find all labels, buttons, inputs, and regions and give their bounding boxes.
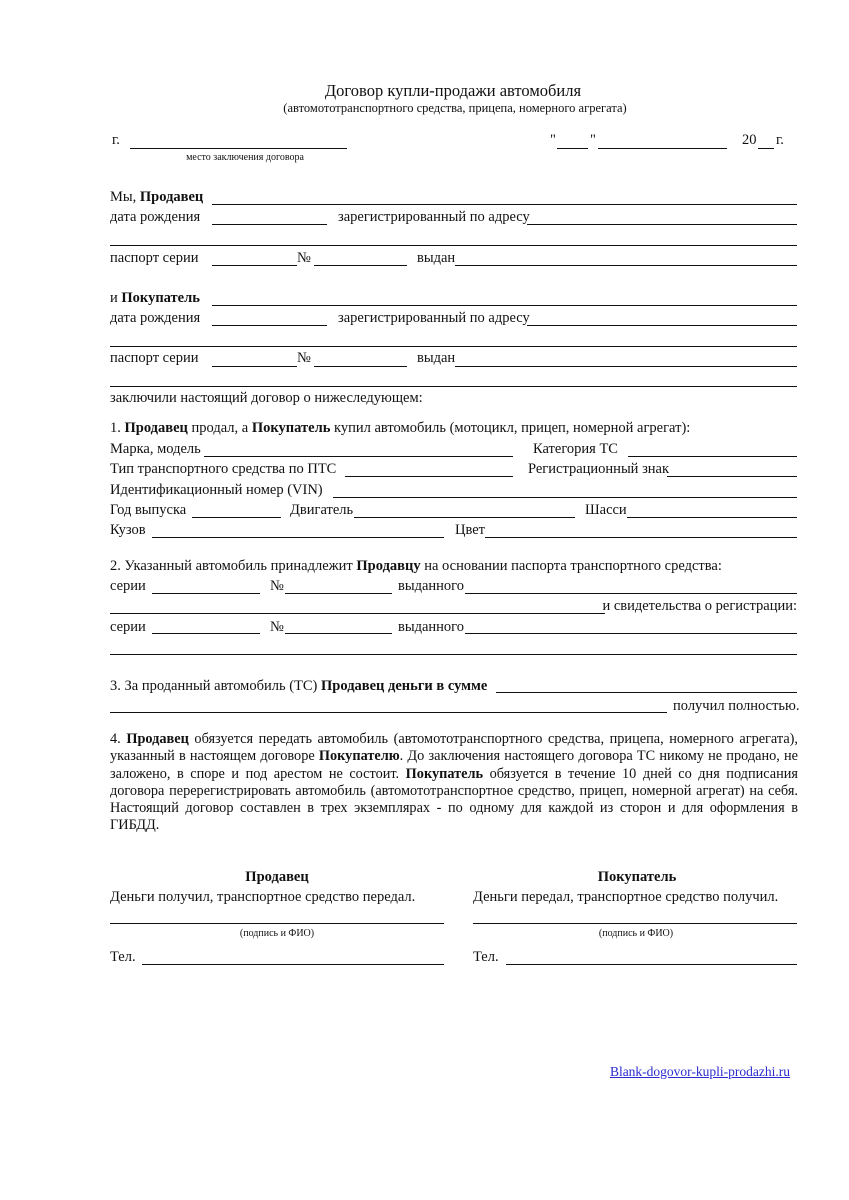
section1-heading (110, 420, 690, 436)
and-text: и (110, 290, 122, 306)
seller-issued-field[interactable] (455, 265, 797, 266)
vin-field[interactable] (333, 497, 797, 498)
make-model-label: Марка, модель (110, 441, 201, 457)
year-field[interactable] (758, 148, 774, 149)
city-label: г. (112, 132, 120, 148)
section2-heading (110, 558, 722, 574)
received-text: получил полностью. (673, 698, 800, 714)
s4-text-3: обязуется в течение 10 дней со дня подписания договора перерегистрировать автомобиль (автомототранспортное средство, прицеп, номерной агрегат) на себя. Настоящий договор составлен в трех экземплярах - по одному для каждой из сторон и для оформления в ГИБДД. (110, 765, 799, 834)
s3-bold: Продавец деньги в сумме (321, 678, 488, 694)
category-label: Категория ТС (533, 441, 618, 457)
pts-issued-label: выданного (398, 578, 465, 594)
concluded-text: заключили настоящий договор о нижеследующем: (110, 390, 423, 406)
buyer-address-label: зарегистрированный по адресу (338, 310, 530, 326)
make-model-field[interactable] (204, 456, 513, 457)
chassis-field[interactable] (627, 517, 797, 518)
pts-series-field[interactable] (152, 593, 260, 594)
seller-passport-series-field[interactable] (212, 265, 297, 266)
s4-seller: Продавец (126, 731, 189, 747)
year-prefix: 20 (742, 132, 757, 148)
buyer-signature-title: Покупатель (597, 869, 677, 885)
section3-heading (110, 678, 487, 694)
cert-series-label: серии (110, 619, 146, 635)
s1-number: 1. (110, 420, 125, 436)
seller-birth-field[interactable] (212, 224, 327, 225)
buyer-name-field[interactable] (212, 305, 797, 306)
reg-plate-label: Регистрационный знак (528, 461, 670, 477)
buyer-phone-label: Тел. (473, 949, 499, 965)
certificate-label: и свидетельства о регистрации: (602, 598, 797, 614)
seller-issued-label: выдан (417, 250, 456, 266)
seller-signature-text: Деньги получил, транспортное средство передал. (110, 889, 416, 905)
seller-address-field-2[interactable] (110, 245, 797, 246)
day-field[interactable] (557, 148, 588, 149)
year-made-field[interactable] (192, 517, 281, 518)
document-subtitle: (автомототранспортного средства, прицепа, номерного агрегата) (283, 101, 627, 115)
s3-pre: 3. За проданный автомобиль (ТС) (110, 678, 322, 694)
s2-post: на основании паспорта транспортного средства: (420, 558, 722, 574)
pts-issued-field[interactable] (465, 593, 797, 594)
cert-series-field[interactable] (152, 633, 260, 634)
cert-issued-field-2[interactable] (110, 654, 797, 655)
cert-number-sign: № (270, 619, 284, 635)
buyer-issued-label: выдан (417, 350, 456, 366)
buyer-passport-series-field[interactable] (212, 366, 297, 367)
s4-number: 4. (110, 731, 127, 747)
pts-issued-field-2[interactable] (110, 613, 605, 614)
seller-passport-number-field[interactable] (314, 265, 407, 266)
place-caption: место заключения договора (186, 152, 304, 163)
pts-series-label: серии (110, 578, 146, 594)
buyer-birth-label: дата рождения (110, 310, 201, 326)
document-title: Договор купли-продажи автомобиля (324, 81, 582, 100)
buyer-signature-caption: (подпись и ФИО) (598, 928, 674, 939)
buyer-address-field-2[interactable] (110, 346, 797, 347)
section4-paragraph (110, 731, 798, 835)
seller-address-field[interactable] (527, 224, 797, 225)
buyer-issued-field-2[interactable] (110, 386, 797, 387)
site-link[interactable]: Blank-dogovor-kupli-prodazhi.ru (609, 1064, 790, 1079)
number-sign: № (297, 250, 311, 266)
category-field[interactable] (628, 456, 797, 457)
color-field[interactable] (485, 537, 797, 538)
buyer-address-field[interactable] (527, 325, 797, 326)
quote-open: " (550, 132, 556, 148)
engine-label: Двигатель (290, 502, 354, 518)
cert-issued-label: выданного (398, 619, 465, 635)
seller-name-field[interactable] (212, 204, 797, 205)
reg-plate-field[interactable] (667, 476, 797, 477)
s4-text-1: обязуется передать автомобиль (автомототранспортного средства, прицепа, номерного агрегата), указанный в настоящем договоре (110, 731, 799, 765)
seller-signature-caption: (подпись и ФИО) (239, 928, 315, 939)
s4-text-2: . До заключения настоящего договора ТС никому не продано, не заложено, в споре и под арестом не состоит. (110, 748, 798, 782)
buyer-signature-field[interactable] (473, 923, 797, 924)
engine-field[interactable] (354, 517, 575, 518)
pts-number-sign: № (270, 578, 284, 594)
vehicle-type-label: Тип транспортного средства по ПТС (110, 461, 337, 477)
seller-phone-field[interactable] (142, 964, 444, 965)
buyer-passport-number-field[interactable] (314, 366, 407, 367)
buyer-label: Покупатель (121, 290, 200, 306)
buyer-issued-field[interactable] (455, 366, 797, 367)
s4-buyer-dat: Покупателю (318, 748, 400, 765)
vin-label: Идентификационный номер (VIN) (110, 482, 323, 498)
seller-passport-label: паспорт серии (110, 250, 199, 266)
sum-words-field[interactable] (110, 712, 667, 713)
chassis-label: Шасси (585, 502, 627, 518)
vehicle-type-field[interactable] (345, 476, 513, 477)
we-text: Мы, (110, 189, 140, 205)
year-suffix: г. (776, 132, 784, 148)
buyer-intro (110, 290, 200, 306)
buyer-passport-label: паспорт серии (110, 350, 199, 366)
buyer-phone-field[interactable] (506, 964, 797, 965)
body-field[interactable] (152, 537, 444, 538)
quote-close: " (590, 132, 596, 148)
seller-address-label: зарегистрированный по адресу (338, 209, 530, 225)
s1-mid: продал, а (187, 420, 252, 436)
sum-field[interactable] (496, 692, 797, 693)
buyer-signature-text: Деньги передал, транспортное средство получил. (473, 889, 779, 905)
seller-signature-field[interactable] (110, 923, 444, 924)
s1-rest: купил автомобиль (мотоцикл, прицеп, номерной агрегат): (330, 420, 691, 436)
seller-label: Продавец (139, 189, 204, 205)
pts-number-field[interactable] (285, 593, 392, 594)
seller-signature-title: Продавец (245, 869, 309, 885)
cert-number-field[interactable] (285, 633, 392, 634)
year-label: Год выпуска (110, 502, 187, 518)
cert-issued-field[interactable] (465, 633, 797, 634)
s4-buyer: Покупатель (405, 765, 484, 782)
month-field[interactable] (598, 148, 727, 149)
body-label: Кузов (110, 522, 146, 538)
seller-birth-label: дата рождения (110, 209, 201, 225)
s1-seller: Продавец (124, 420, 188, 436)
seller-intro (110, 189, 203, 205)
buyer-birth-field[interactable] (212, 325, 327, 326)
seller-phone-label: Тел. (110, 949, 136, 965)
s1-buyer: Покупатель (251, 420, 331, 436)
number-sign: № (297, 350, 311, 366)
s2-seller: Продавцу (356, 558, 421, 574)
place-field[interactable] (130, 148, 347, 149)
s2-pre: 2. Указанный автомобиль принадлежит (110, 558, 357, 574)
color-label: Цвет (455, 522, 486, 538)
